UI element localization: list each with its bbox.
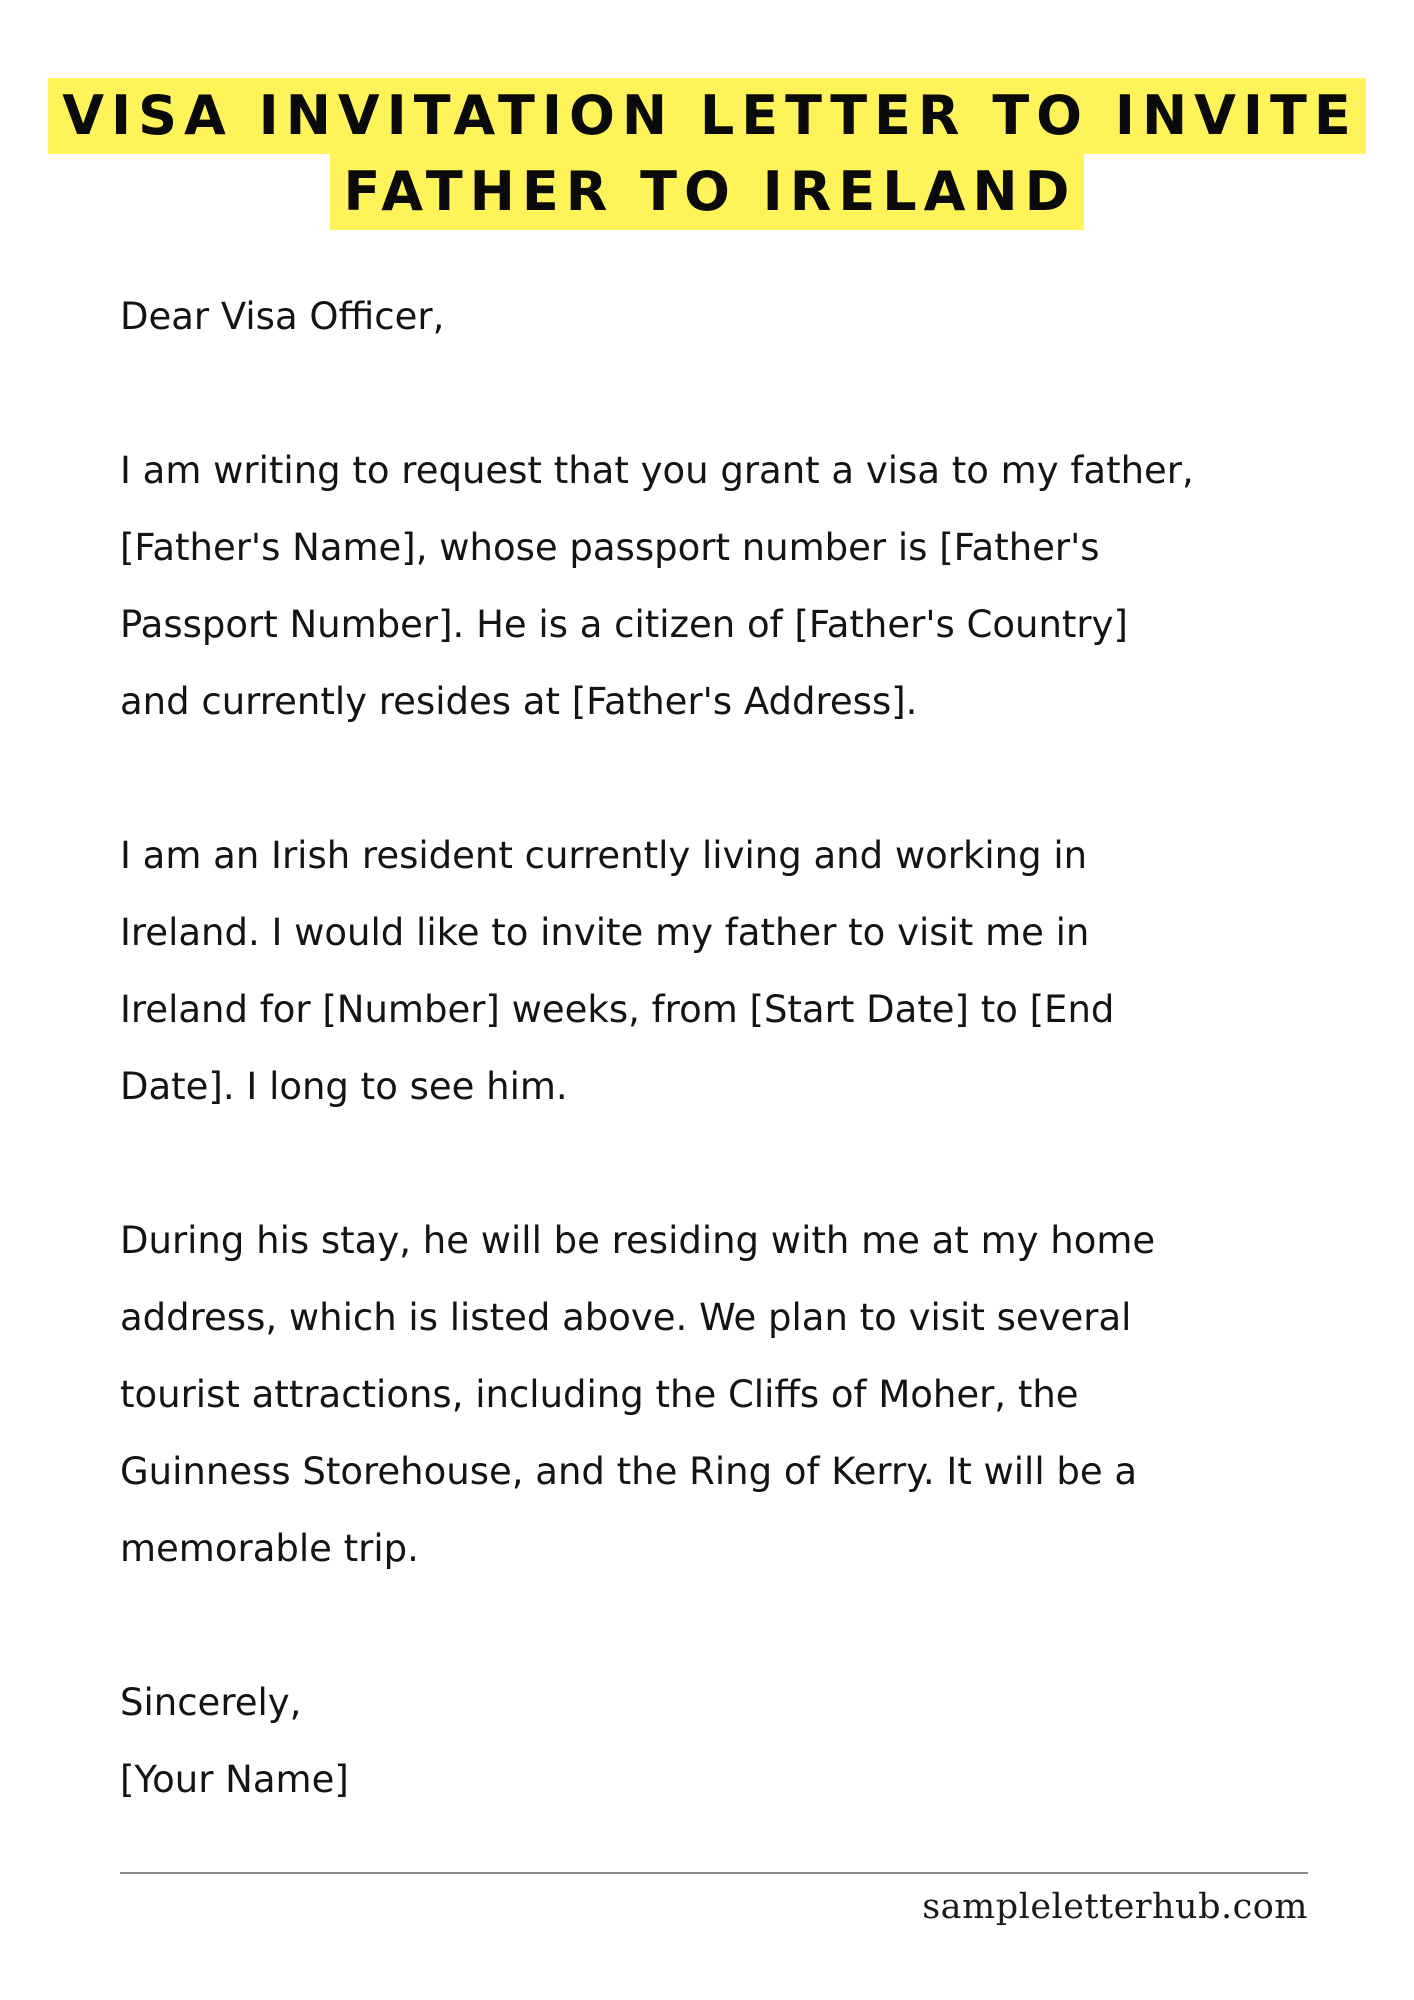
footer-website: sampleletterhub.com: [922, 1887, 1308, 1927]
paragraph-3: [120, 1202, 1360, 1587]
title-line-1: VISA INVITATION LETTER TO INVITE: [48, 78, 1366, 154]
closing: Sincerely,: [120, 1681, 302, 1724]
paragraph-3-line: Guinness Storehouse, and the Ring of Kerry. It will be a: [120, 1450, 1138, 1493]
paragraph-1: [120, 432, 1360, 740]
paragraph-2-line: I am an Irish resident currently living and working in: [120, 834, 1088, 877]
paragraph-3-line: address, which is listed above. We plan to visit several: [120, 1296, 1132, 1339]
salutation: Dear Visa Officer,: [120, 295, 445, 338]
paragraph-1-line: [Father's Name], whose passport number is [Father's: [120, 526, 1100, 569]
document-title: [0, 78, 1414, 230]
letter-body: [120, 278, 1360, 1818]
paragraph-2-line: Ireland for [Number] weeks, from [Start Date] to [End: [120, 988, 1115, 1031]
title-line-2: FATHER TO IRELAND: [330, 154, 1085, 230]
paragraph-1-line: and currently resides at [Father's Address].: [120, 680, 918, 723]
paragraph-3-line: tourist attractions, including the Cliffs of Moher, the: [120, 1373, 1079, 1416]
paragraph-2-line: Date]. I long to see him.: [120, 1065, 568, 1108]
paragraph-1-line: I am writing to request that you grant a visa to my father,: [120, 449, 1194, 492]
paragraph-3-line: memorable trip.: [120, 1527, 419, 1570]
paragraph-1-line: Passport Number]. He is a citizen of [Father's Country]: [120, 603, 1128, 646]
paragraph-3-line: During his stay, he will be residing with me at my home: [120, 1219, 1156, 1262]
paragraph-2-line: Ireland. I would like to invite my father to visit me in: [120, 911, 1090, 954]
signature: [Your Name]: [120, 1758, 349, 1801]
paragraph-2: [120, 817, 1360, 1125]
footer-divider: [120, 1872, 1308, 1874]
